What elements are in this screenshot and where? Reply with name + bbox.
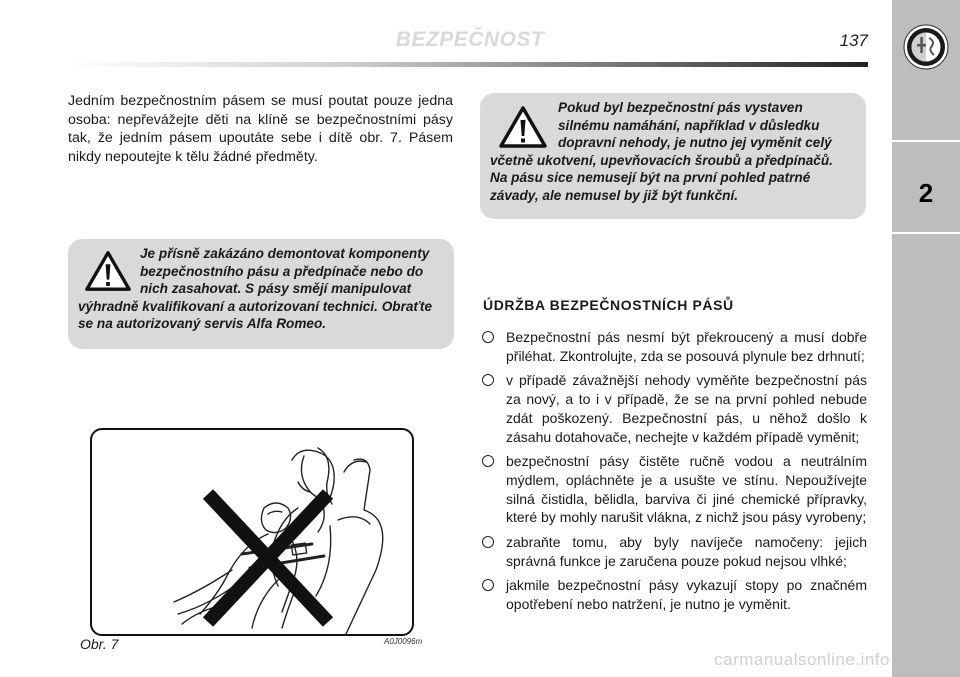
bullet-circle-icon [482, 455, 494, 467]
watermark: carmanualsonline.info [714, 650, 890, 669]
section-heading: ÚDRŽBA BEZPEČNOSTNÍCH PÁSŮ [483, 297, 734, 313]
list-item: jakmile bezpečnostní pásy vykazují stopy po značném opotřebení nebo natržení, je nutno je vyměnit. [480, 576, 867, 613]
intro-paragraph: Jedním bezpečnostním pásem se musí poutat pouze jedna osoba: nepřevážejte děti na klíně se bezpečnostními pásy tak, že jedním pásem upoutáte sebe i dítě obr. 7. Pásem nikdy nepoutejte k tělu žádné předměty. [68, 93, 453, 165]
figure-caption: Obr. 7 [80, 636, 119, 652]
figure-code: A0J0096m [384, 637, 423, 646]
warning-box-accident [480, 93, 866, 219]
maintenance-list [480, 328, 867, 620]
warning-text: Pokud byl bezpečnostní pás vystaven silnému namáhání, například v důsledku dopravní nehody, je nutno jej vyměnit celý včetně ukotvení, upevňovacích šroubů a předpínačů. Na pásu sice nemusejí být na první pohled patrné závady, ale nemusel by již být funkční. [490, 100, 833, 203]
warning-box-dismantling [68, 239, 454, 349]
warning-triangle-icon [84, 249, 132, 293]
bullet-circle-icon [482, 579, 494, 591]
alfa-romeo-logo-icon [903, 24, 949, 70]
page-number: 137 [839, 31, 868, 50]
bullet-circle-icon [482, 331, 494, 343]
list-item: Bezpečnostní pás nesmí být překroucený a musí dobře přiléhat. Zkontrolujte, zda se posouvá plynule bez drhnutí; [480, 328, 867, 365]
child-on-lap-illustration [92, 430, 412, 634]
section-title: BEZPEČNOST [395, 28, 545, 51]
header-rule [68, 62, 868, 67]
bullet-circle-icon [482, 536, 494, 548]
warning-triangle-icon [498, 105, 548, 149]
chapter-number: 2 [918, 178, 934, 208]
bullet-circle-icon [482, 374, 494, 386]
list-item: zabraňte tomu, aby byly navíječe namočeny: jejich správná funkce je zaručena pouze pokud nejsou vlhké; [480, 533, 867, 570]
list-item: bezpečnostní pásy čistěte ručně vodou a neutrálním mýdlem, opláchněte je a usušte ve stínu. Nepoužívejte silná čistidla, bělidla, barviva či jiné chemické přípravky, které by mohly narušit vlákna, z nichž jsou pásy vyrobeny; [480, 452, 867, 527]
list-item: v případě závažnější nehody vyměňte bezpečnostní pás za nový, a to i v případě, že se na první pohled nebude zdát poškozený. Bezpečnostní pás, u něhož došlo k zásahu dotahovače, nechejte v každém případě vyměnit; [480, 371, 867, 446]
sidebar-divider [892, 140, 960, 142]
sidebar-divider [892, 232, 960, 234]
warning-text: Je přísně zakázáno demontovat komponenty bezpečnostního pásu a předpínače nebo do nich zasahovat. S pásy smějí manipulovat výhradně kvalifikovaní a autorizovaní technici. Obraťte se na autorizovaný servis Alfa Romeo. [78, 246, 433, 331]
figure-illustration [90, 428, 414, 636]
chapter-sidebar [892, 0, 960, 677]
